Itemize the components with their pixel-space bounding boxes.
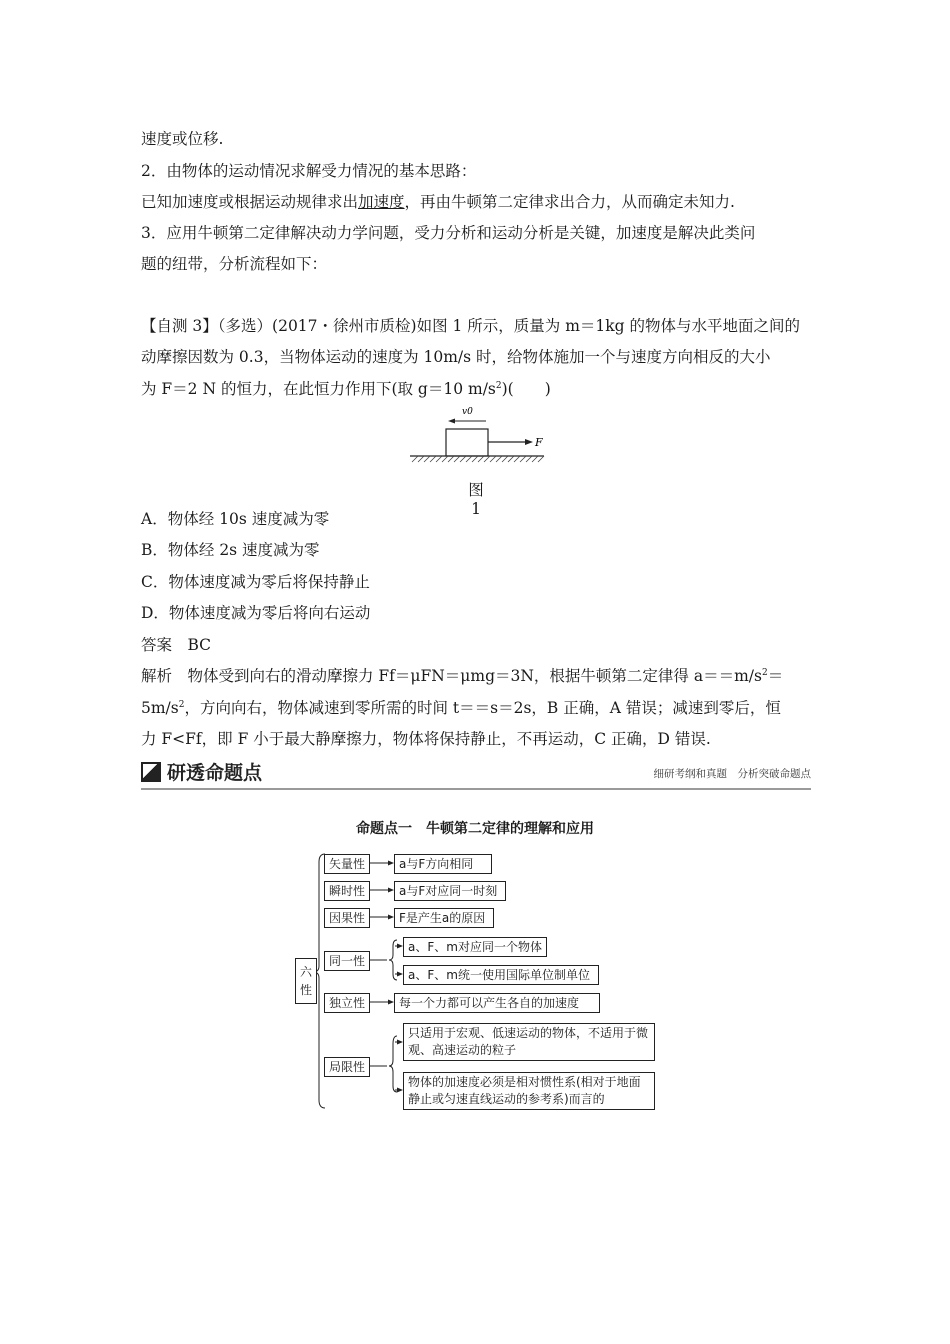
root-box: 六 性 bbox=[295, 958, 317, 1004]
label-vector: 矢量性 bbox=[324, 854, 370, 874]
label-independence: 独立性 bbox=[324, 993, 370, 1013]
item-limitation-2: 物体的加速度必须是相对惯性系(相对于地面静止或匀速直线运动的参考系)而言的 bbox=[403, 1072, 655, 1110]
six-properties-diagram bbox=[295, 848, 665, 1114]
text-line: 速度或位移. bbox=[141, 130, 224, 148]
force-label: F bbox=[535, 436, 543, 449]
block bbox=[446, 429, 488, 456]
item-identity-1: a、F、m对应同一个物体 bbox=[403, 937, 547, 957]
banner-square-icon bbox=[141, 762, 161, 782]
text-line: 题的纽带，分析流程如下： bbox=[141, 255, 328, 273]
velocity-arrow-icon bbox=[448, 419, 455, 424]
solution-line: 力 F<Ff，即 F 小于最大静摩擦力，物体将保持静止，不再运动，C 正确，D 错误. bbox=[141, 730, 711, 748]
text-span: 已知加速度或根据运动规律求出 bbox=[141, 193, 359, 211]
label-instantaneous: 瞬时性 bbox=[324, 881, 370, 901]
superscript: 2 bbox=[495, 381, 502, 391]
item-causal: F是产生a的原因 bbox=[394, 908, 494, 928]
item-vector: a与F方向相同 bbox=[394, 854, 492, 874]
v0-label: v0 bbox=[462, 407, 473, 417]
option-b: B．物体经 2s 速度减为零 bbox=[141, 541, 320, 559]
section-title: 命题点一 牛顿第二定律的理解和应用 bbox=[356, 821, 594, 837]
item-identity-2: a、F、m统一使用国际单位制单位 bbox=[403, 965, 599, 985]
label-causal: 因果性 bbox=[324, 908, 370, 928]
item-independence: 每一个力都可以产生各自的加速度 bbox=[394, 993, 600, 1013]
superscript: 2 bbox=[178, 700, 185, 710]
banner-subtitle: 细研考纲和真题 分析突破命题点 bbox=[653, 768, 811, 780]
label-identity: 同一性 bbox=[324, 951, 370, 971]
text-line: 2．由物体的运动情况求解受力情况的基本思路： bbox=[141, 162, 477, 180]
question-line: 【自测 3】（多选）(2017・徐州市质检)如图 1 所示，质量为 m＝1kg 的物体与水平地面之间的 bbox=[141, 317, 801, 335]
label-limitation: 局限性 bbox=[324, 1057, 370, 1077]
text-span: ，再由牛顿第二定律求出合力，从而确定未知力. bbox=[404, 193, 735, 211]
text-line bbox=[141, 191, 735, 213]
answer: 答案 BC bbox=[141, 636, 212, 654]
text-span: ，方向向右，物体减速到零所需的时间 t＝＝s＝2s，B 正确，A 错误；减速到零后，恒 bbox=[184, 699, 781, 717]
superscript: 2 bbox=[761, 668, 768, 678]
solution-line bbox=[141, 697, 781, 719]
section-banner bbox=[141, 758, 811, 790]
item-instantaneous: a与F对应同一时刻 bbox=[394, 881, 506, 901]
option-a: A．物体经 10s 速度减为零 bbox=[141, 510, 330, 528]
text-span: 解析 物体受到向右的滑动摩擦力 Ff＝μFN＝μmg＝3N，根据牛顿第二定律得 a＝＝m/s bbox=[141, 667, 762, 685]
block-force-figure bbox=[408, 404, 548, 466]
banner-title: 研透命题点 bbox=[167, 762, 263, 784]
option-d: D．物体速度减为零后将向右运动 bbox=[141, 604, 371, 622]
figure-caption: 图 1 bbox=[468, 481, 484, 518]
item-limitation-1: 只适用于宏观、低速运动的物体，不适用于微观、高速运动的粒子 bbox=[403, 1023, 655, 1061]
underlined-term: 加速度 bbox=[358, 193, 405, 211]
text-span: )( ) bbox=[501, 380, 551, 398]
text-line: 3．应用牛顿第二定律解决动力学问题，受力分析和运动分析是关键，加速度是解决此类问 bbox=[141, 224, 756, 242]
force-arrow-icon bbox=[525, 439, 533, 445]
solution-line bbox=[141, 665, 783, 687]
question-line bbox=[141, 378, 551, 400]
question-line: 动摩擦因数为 0.3，当物体运动的速度为 10m/s 时，给物体施加一个与速度方向相反的大小 bbox=[141, 348, 771, 366]
text-span: 5m/s bbox=[141, 699, 179, 717]
text-span: 为 F＝2 N 的恒力，在此恒力作用下(取 g＝10 m/s bbox=[141, 380, 496, 398]
option-c: C．物体速度减为零后将保持静止 bbox=[141, 573, 370, 591]
text-span: ＝ bbox=[767, 667, 784, 685]
